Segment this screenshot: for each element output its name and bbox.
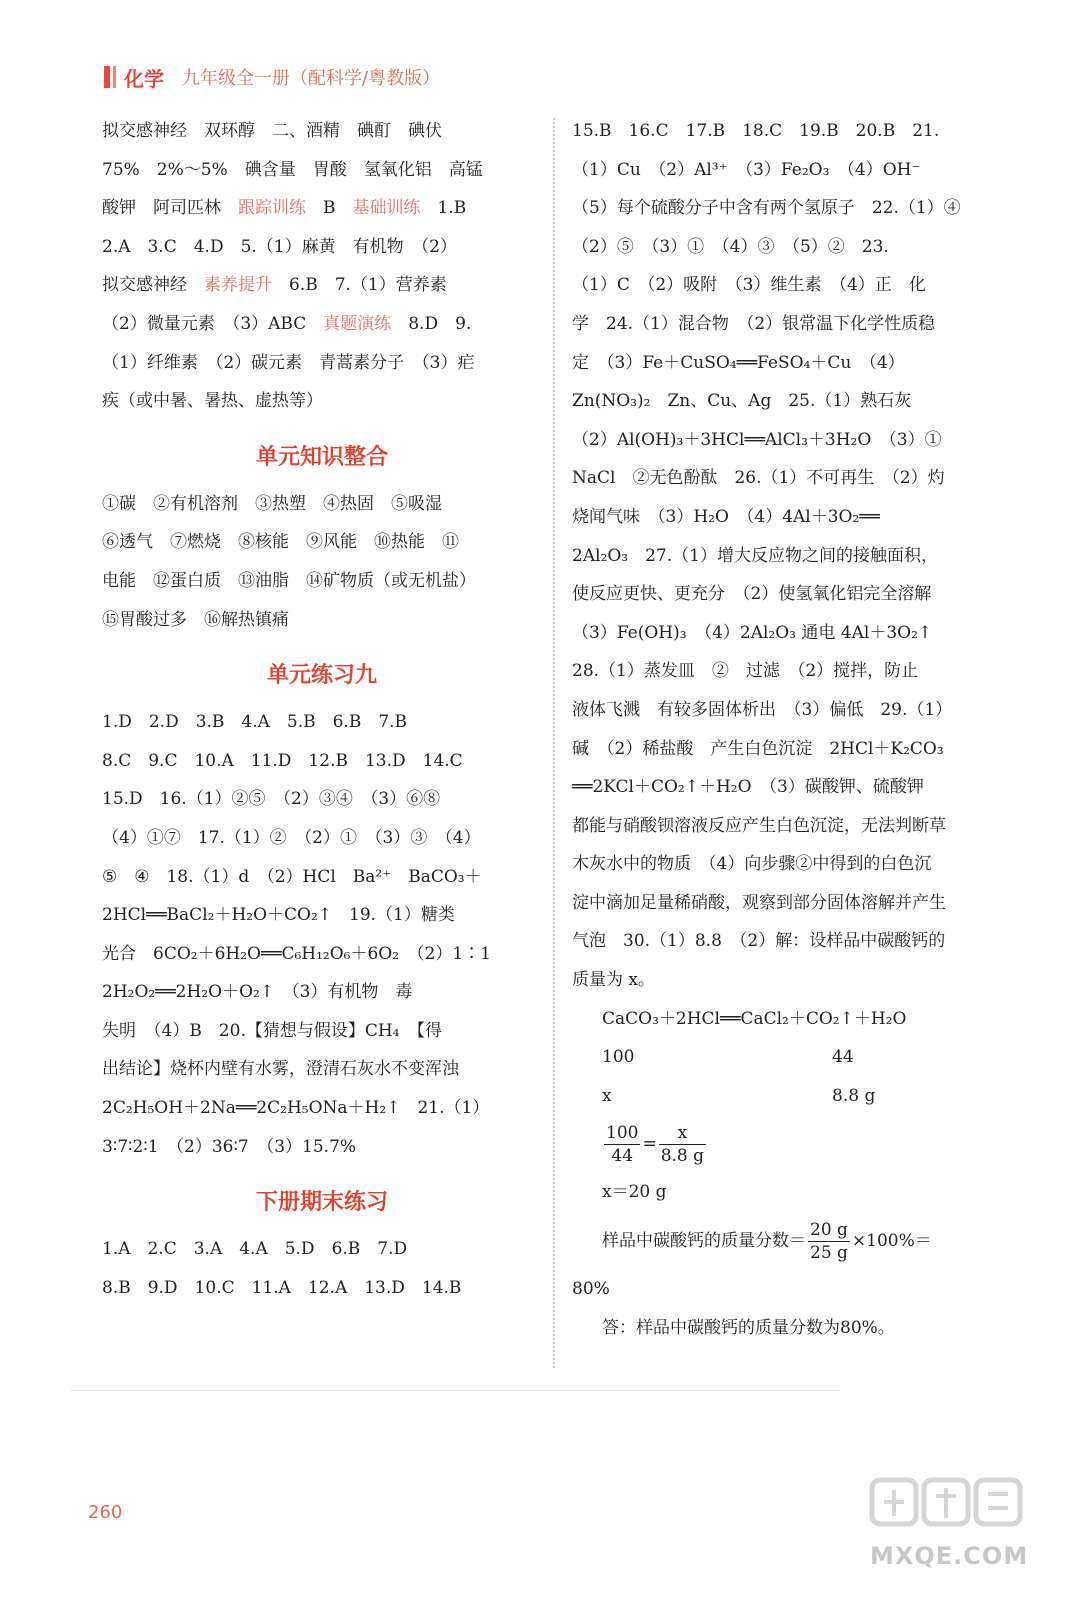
text-line: 疾（或中暑、暑热、虚热等） xyxy=(102,391,323,412)
watermark-logo-icon xyxy=(858,1470,1028,1590)
text-line: 2H₂O₂══2H₂O＋O₂↑ （3）有机物 毒 xyxy=(102,982,413,1003)
text-line: 质量为 x。 xyxy=(572,970,655,991)
calc-row-unknowns xyxy=(602,1077,1000,1116)
text-line: 出结论】烧杯内壁有水雾，澄清石灰水不变浑浊 xyxy=(102,1059,459,1080)
practice-tag: 基础训练 xyxy=(352,198,421,219)
unit-summary-block xyxy=(102,485,542,639)
text-line: 15.B 16.C 17.B 18.C 19.B 20.B 21. xyxy=(572,121,940,141)
calc-equation: CaCO₃＋2HCl══CaCl₂＋CO₂↑＋H₂O xyxy=(602,1008,907,1029)
practice-tag: 素养提升 xyxy=(204,275,272,296)
text-line: 2C₂H₅OH＋2Na══2C₂H₅ONa＋H₂↑ 21.（1） xyxy=(102,1098,490,1119)
ratio-fraction-2 xyxy=(659,1122,706,1167)
logo-mark-thin xyxy=(113,66,116,88)
text-line: 液体飞溅 有较多固体析出 （3）偏低 29.（1） xyxy=(572,699,953,720)
left-intro-block xyxy=(102,112,542,421)
unit-exercise-block xyxy=(102,703,542,1166)
mass-fraction-result: 80% xyxy=(572,1279,610,1300)
section-title-unit-summary: 单元知识整合 xyxy=(255,444,388,470)
text-line: ══2KCl＋CO₂↑＋H₂O （3）碳酸钾、硫酸钾 xyxy=(572,777,924,798)
text-line: 8.C 9.C 10.A 11.D 12.B 13.D 14.C xyxy=(102,750,463,771)
calc-solution: x＝20 g xyxy=(602,1182,667,1203)
ratio-den-2: 8.8 g xyxy=(660,1145,705,1166)
right-answers-block xyxy=(572,112,1000,1000)
footer-rule xyxy=(70,1390,840,1391)
text-line: 3∶7∶2∶1 （2）36∶7 （3）15.7% xyxy=(102,1136,357,1157)
section-title-final-exercise: 下册期末练习 xyxy=(255,1190,388,1216)
text-line: 拟交感神经 双环醇 二、酒精 碘酊 碘伏 xyxy=(102,121,442,141)
text-line: （1）C （2）吸附 （3）维生素 （4）正 化 xyxy=(572,275,926,296)
text-line: （5）每个硫酸分子中含有两个氢原子 22.（1）④ xyxy=(572,198,961,219)
text-line: 失明 （4）B 20.【猜想与假设】CH₄ 【得 xyxy=(102,1020,442,1041)
text-line: 烧闻气味 （3）H₂O （4）4Al＋3O₂══ xyxy=(572,506,880,527)
ratio-equals: = xyxy=(642,1134,657,1155)
header-book-title: 九年级全一册（配科学/粤教版） xyxy=(182,68,441,89)
right-column xyxy=(572,112,1000,1347)
text-line: 碱 （2）稀盐酸 产生白色沉淀 2HCl＋K₂CO₃ xyxy=(572,738,944,759)
text-line: 2.A 3.C 4.D 5.（1）麻黄 有机物 （2） xyxy=(102,236,457,257)
text-line: ⑤ ④ 18.（1）d （2）HCl Ba²⁺ BaCO₃＋ xyxy=(102,866,482,887)
calc-row1-left: 100 xyxy=(602,1047,635,1068)
left-column xyxy=(102,112,542,1307)
mass-fraction-line xyxy=(602,1212,1000,1270)
ratio-fraction-1 xyxy=(604,1122,640,1167)
text-line: ⑮胃酸过多 ⑯解热镇痛 xyxy=(102,609,289,630)
text-line: 1.A 2.C 3.A 4.A 5.D 6.B 7.D xyxy=(102,1239,408,1260)
text-line: 学 24.（1）混合物 （2）银常温下化学性质稳 xyxy=(572,313,936,334)
text-line: 15.D 16.（1）②⑤ （2）③④ （3）⑥⑧ xyxy=(102,789,441,810)
mass-fraction xyxy=(808,1219,850,1264)
ratio-num-2: x xyxy=(659,1122,706,1145)
watermark-text: MXQE.COM xyxy=(870,1542,1029,1570)
practice-tag: 真题演练 xyxy=(323,313,392,334)
calc-row-masses xyxy=(602,1038,1000,1077)
calculation-block xyxy=(602,1000,1000,1212)
calc-row2-right: 8.8 g xyxy=(832,1085,876,1106)
text-line: 气泡 30.（1）8.8 （2）解：设样品中碳酸钙的 xyxy=(572,931,946,952)
text-line: ①碳 ②有机溶剂 ③热塑 ④热固 ⑤吸湿 xyxy=(102,493,442,514)
text-line: 定 （3）Fe＋CuSO₄══FeSO₄＋Cu （4） xyxy=(572,352,905,373)
text-line: Zn(NO₃)₂ Zn、Cu、Ag 25.（1）熟石灰 xyxy=(572,391,912,412)
text-line: 2Al₂O₃ 27.（1）增大反应物之间的接触面积， xyxy=(572,545,938,566)
text-line: 75% 2%～5% 碘含量 胃酸 氢氧化铝 高锰 xyxy=(102,159,483,180)
text-line: 使反应更快、更充分 （2）使氢氧化铝完全溶解 xyxy=(572,584,932,605)
text-line: 木灰水中的物质 （4）向步骤②中得到的白色沉 xyxy=(572,854,932,875)
text-line: 酸钾 阿司匹林 跟踪训练 B 基础训练 1.B xyxy=(102,198,467,219)
page-number: 260 xyxy=(88,1502,123,1523)
mass-fraction-num: 20 g xyxy=(810,1219,848,1240)
text-line: 都能与硝酸钡溶液反应产生白色沉淀，无法判断草 xyxy=(572,815,946,836)
calc-row1-right: 44 xyxy=(832,1047,854,1068)
text-line: 拟交感神经 素养提升 6.B 7.（1）营养素 xyxy=(102,275,447,296)
logo-mark xyxy=(104,66,110,88)
text-line: 光合 6CO₂＋6H₂O══C₆H₁₂O₆＋6O₂ （2）1∶1 xyxy=(102,943,491,964)
text-line: 电能 ⑫蛋白质 ⑬油脂 ⑭矿物质（或无机盐） xyxy=(102,570,476,591)
text-line: （1）纤维素 （2）碳元素 青蒿素分子 （3）疟 xyxy=(102,352,475,373)
text-line: （2）Al(OH)₃＋3HCl══AlCl₃＋3H₂O （3）① xyxy=(572,429,942,450)
page-header xyxy=(104,62,440,92)
mass-fraction-prefix: 样品中碳酸钙的质量分数＝ xyxy=(602,1230,806,1251)
text-line: NaCl ②无色酚酞 26.（1）不可再生 （2）灼 xyxy=(572,468,945,489)
ratio-den-1: 44 xyxy=(611,1145,634,1166)
text-line: （1）Cu （2）Al³⁺ （3）Fe₂O₃ （4）OH⁻ xyxy=(572,159,921,180)
text-line: 淀中滴加足量稀硝酸，观察到部分固体溶解并产生 xyxy=(572,892,946,913)
section-title-unit-exercise-9: 单元练习九 xyxy=(266,663,377,689)
calc-row2-left: x xyxy=(602,1085,612,1106)
mass-fraction-den: 25 g xyxy=(810,1242,848,1263)
text-line: （3）Fe(OH)₃ （4）2Al₂O₃ 通电 4Al＋3O₂↑ xyxy=(572,622,933,643)
final-answer: 答：样品中碳酸钙的质量分数为80%。 xyxy=(602,1317,895,1338)
header-subject: 化学 xyxy=(124,66,164,91)
text-line: 2HCl══BaCl₂＋H₂O＋CO₂↑ 19.（1）糖类 xyxy=(102,905,455,926)
practice-tag: 跟踪训练 xyxy=(238,198,306,219)
final-exercise-block xyxy=(102,1230,542,1307)
calc-ratio xyxy=(602,1115,1000,1173)
text-line: （2）⑤ （3）① （4）③ （5）② 23. xyxy=(572,236,889,257)
ratio-num-1: 100 xyxy=(606,1122,639,1143)
text-line: 1.D 2.D 3.B 4.A 5.B 6.B 7.B xyxy=(102,712,408,733)
column-divider xyxy=(553,118,555,1368)
mass-fraction-suffix: ×100%＝ xyxy=(851,1230,932,1251)
text-line: 8.B 9.D 10.C 11.A 12.A 13.D 14.B xyxy=(102,1277,462,1298)
text-line: （4）①⑦ 17.（1）② （2）① （3）③ （4） xyxy=(102,827,481,848)
text-line: （2）微量元素 （3）ABC 真题演练 8.D 9. xyxy=(102,313,472,334)
text-line: 28.（1）蒸发皿 ② 过滤 （2）搅拌，防止 xyxy=(572,661,919,682)
text-line: ⑥透气 ⑦燃烧 ⑧核能 ⑨风能 ⑩热能 ⑪ xyxy=(102,532,459,553)
